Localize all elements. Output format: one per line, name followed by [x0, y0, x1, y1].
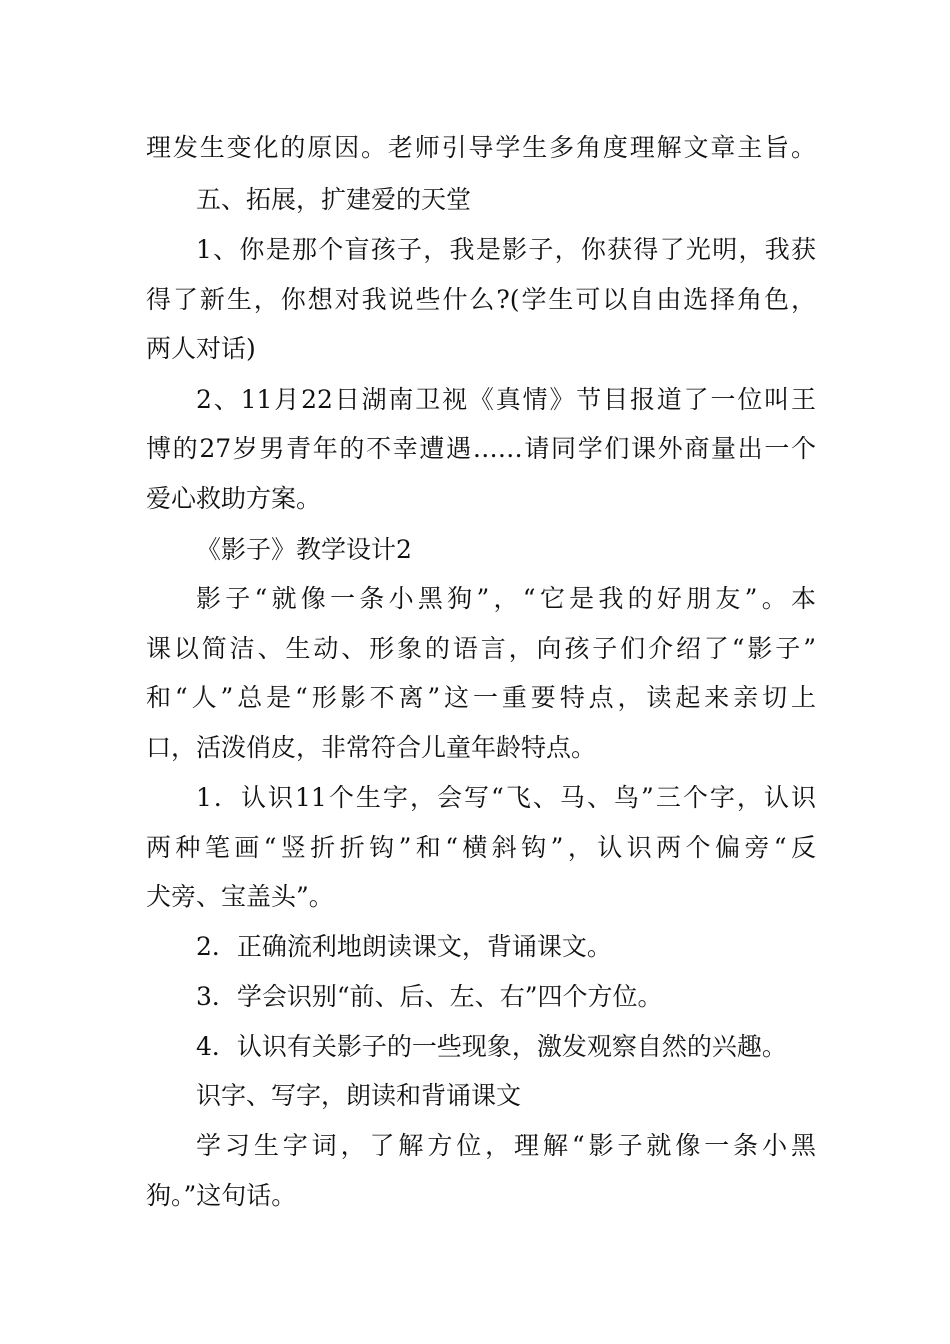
paragraph-line: 4．认识有关影子的一些现象，激发观察自然的兴趣。	[196, 1032, 787, 1061]
paragraph-line: 2、11月22日湖南卫视《真情》节目报道了一位叫王	[196, 385, 816, 414]
paragraph-line: 得了新生，你想对我说些什么?(学生可以自由选择角色，	[146, 285, 816, 314]
paragraph-line: 影子“就像一条小黑狗”，“它是我的好朋友”。本	[196, 584, 816, 613]
paragraph-line: 理发生变化的原因。老师引导学生多角度理解文章主旨。	[146, 133, 816, 162]
paragraph-line: 3．学会识别“前、后、左、右”四个方位。	[196, 982, 663, 1011]
paragraph-line: 两人对话)	[146, 334, 256, 363]
paragraph-line: 1、你是那个盲孩子，我是影子，你获得了光明，我获	[196, 235, 816, 264]
section-heading: 五、拓展，扩建爱的天堂	[196, 185, 472, 214]
paragraph-line: 口，活泼俏皮，非常符合儿童年龄特点。	[146, 733, 597, 762]
paragraph-line: 2．正确流利地朗读课文，背诵课文。	[196, 932, 612, 961]
paragraph-line: 和“人”总是“形影不离”这一重要特点，读起来亲切上	[146, 683, 816, 712]
paragraph-line: 两种笔画“竖折折钩”和“横斜钩”，认识两个偏旁“反	[146, 833, 816, 862]
paragraph-line: 博的27岁男青年的不幸遭遇……请同学们课外商量出一个	[146, 434, 816, 463]
paragraph-line: 犬旁、宝盖头”。	[146, 882, 334, 911]
paragraph-line: 爱心救助方案。	[146, 484, 322, 513]
paragraph-line: 狗。”这句话。	[146, 1181, 297, 1210]
paragraph-line: 识字、写字，朗读和背诵课文	[196, 1081, 522, 1110]
document-subtitle: 《影子》教学设计2	[196, 535, 412, 564]
paragraph-line: 1．认识11个生字，会写“飞、马、鸟”三个字，认识	[196, 783, 816, 812]
paragraph-line: 课以简洁、生动、形象的语言，向孩子们介绍了“影子”	[146, 634, 816, 663]
paragraph-line: 学习生字词，了解方位，理解“影子就像一条小黑	[196, 1131, 816, 1160]
